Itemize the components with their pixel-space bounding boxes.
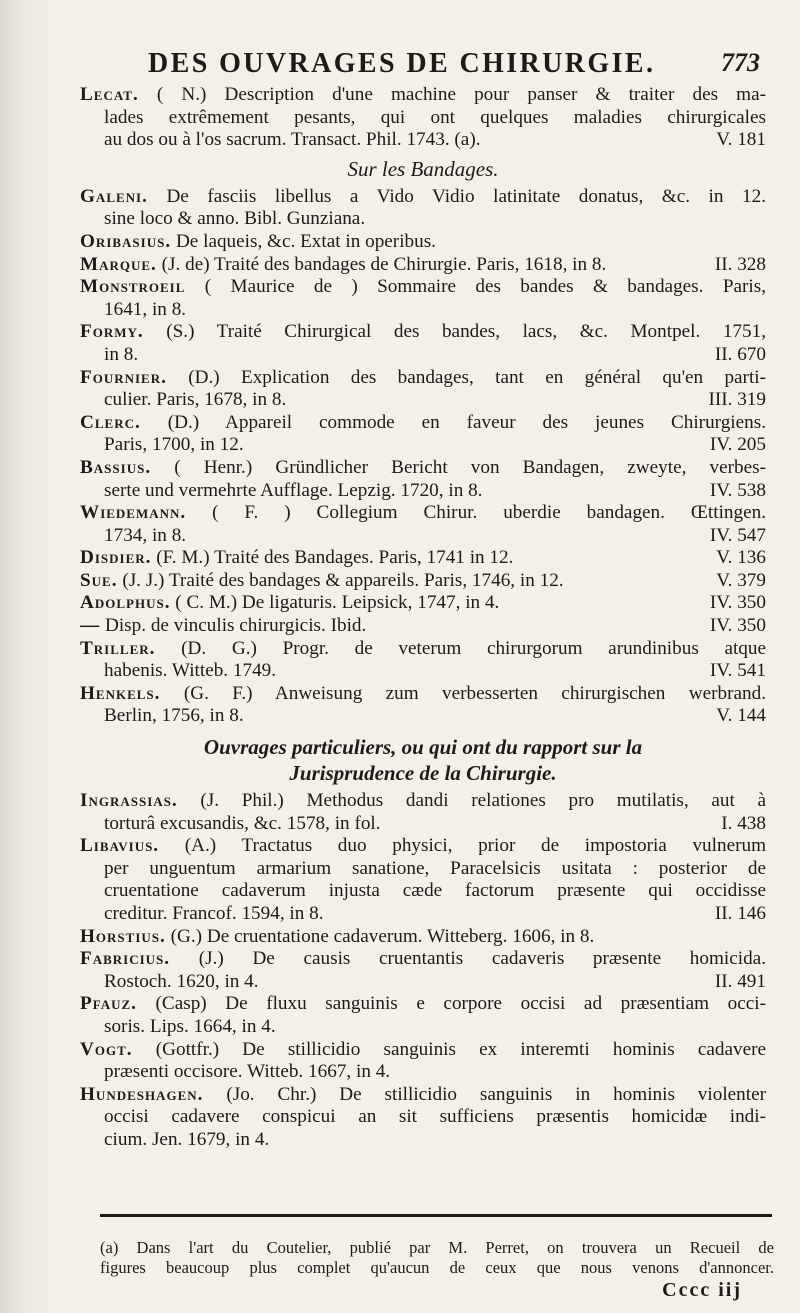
- entry-text: ( Maurice de ) Sommaire des bandes & bandages. Paris,: [204, 276, 766, 298]
- entry-author: Vogt.: [80, 1038, 133, 1060]
- entry-author: Adolphus.: [80, 592, 171, 614]
- entry-first-line: [80, 321, 766, 344]
- entry-reference: II. 670: [714, 343, 766, 365]
- bibliography-entry: [80, 231, 766, 254]
- entry-author: Fabricius.: [80, 948, 171, 970]
- entry-line: [104, 705, 766, 728]
- entry-line: [104, 107, 766, 130]
- entry-line: [104, 971, 766, 994]
- entry-line: [104, 880, 766, 903]
- entry-author: Marque.: [80, 253, 157, 275]
- entry-author: Sue.: [80, 569, 118, 591]
- bibliography-entry: [80, 948, 766, 993]
- entry-text: Disp. de vinculis chirurgicis. Ibid.: [104, 615, 367, 637]
- section-heading-bandages: Sur les Bandages.: [347, 156, 499, 181]
- entry-first-line: [80, 683, 766, 706]
- entry-reference: IV. 538: [709, 479, 766, 501]
- entry-text: ( F. ) Collegium Chirur. uberdie bandagen. Œttingen.: [212, 502, 766, 524]
- entry-author: Bassius.: [80, 456, 152, 478]
- bibliography-entry: [80, 615, 766, 638]
- entry-first-line: [80, 254, 766, 277]
- entry-text: in 8.: [104, 343, 139, 365]
- entry-text: sine loco & anno. Bibl. Gunziana.: [104, 208, 366, 230]
- entry-reference: II. 328: [714, 253, 766, 275]
- entry-text: (Casp) De fluxu sanguinis e corpore occisi ad præsentiam occi-: [155, 993, 766, 1015]
- section-heading-jurisprudence: [80, 734, 766, 786]
- entry-author: Monstroeil: [80, 276, 186, 298]
- entry-line: [104, 434, 766, 457]
- entry-author: Oribasius.: [80, 230, 172, 252]
- entry-line: [104, 129, 766, 152]
- entry-text: (J. J.) Traité des bandages & appareils. Paris, 1746, in 12.: [122, 569, 564, 591]
- bibliography-entry: [80, 457, 766, 502]
- entry-first-line: [80, 790, 766, 813]
- entry-author: Formy.: [80, 321, 144, 343]
- entry-text: (F. M.) Traité des Bandages. Paris, 1741 in 12.: [156, 547, 514, 569]
- bibliography-entry: [80, 683, 766, 728]
- bibliography-entry: [80, 570, 766, 593]
- entry-text: au dos ou à l'os sacrum. Transact. Phil. 1743. (a).: [104, 129, 481, 151]
- entry-first-line: [80, 570, 766, 593]
- entry-author: Triller.: [80, 637, 156, 659]
- entry-text: culier. Paris, 1678, in 8.: [104, 389, 287, 411]
- footnote-line: (a) Dans l'art du Coutelier, publié par M. Perret, on trouvera un Recueil de: [100, 1238, 774, 1257]
- entry-first-line: [80, 367, 766, 390]
- entry-author: —: [80, 615, 101, 637]
- entry-first-line: [80, 186, 766, 209]
- section-heading-line: Jurisprudence de la Chirurgie.: [289, 761, 557, 786]
- entry-reference: V. 144: [716, 705, 766, 727]
- bibliography-entry: [80, 926, 766, 949]
- entry-text: (D. G.) Progr. de veterum chirurgorum arundinibus atque: [181, 637, 766, 659]
- entry-first-line: [80, 615, 766, 638]
- entry-text: per unguentum armarium sanatione, Paracelsicis usitata : posterior de: [104, 857, 766, 879]
- entry-author: Lecat.: [80, 84, 139, 105]
- entry-text: Rostoch. 1620, in 4.: [104, 970, 259, 992]
- entry-line: [104, 858, 766, 881]
- entry-text: habenis. Witteb. 1749.: [104, 660, 277, 682]
- entry-text: (S.) Traité Chirurgical des bandes, lacs, &c. Montpel. 1751,: [166, 321, 766, 343]
- page-number: 773: [721, 48, 760, 77]
- entry-author: Libavius.: [80, 835, 160, 857]
- entry-line: [104, 1129, 766, 1152]
- entry-line: [104, 299, 766, 322]
- entry-author: Horstius.: [80, 925, 166, 947]
- entry-line: [104, 480, 766, 503]
- entry-text: cruentatione cadaverum injusta cæde factorum præsente qui occidisse: [104, 880, 766, 902]
- entry-text: serte und vermehrte Aufflage. Lepzig. 1720, in 8.: [104, 479, 483, 501]
- entry-reference: II. 491: [714, 970, 766, 992]
- entry-line: [104, 1016, 766, 1039]
- bibliography-entry: [80, 186, 766, 231]
- bibliography-entry: [80, 502, 766, 547]
- entry-first-line: [80, 547, 766, 570]
- entry-text: ( Henr.) Gründlicher Bericht von Bandagen, zweyte, verbes-: [174, 456, 766, 478]
- entry-first-line: [80, 276, 766, 299]
- entry-author: Disdier.: [80, 547, 152, 569]
- bibliography-entry: [80, 367, 766, 412]
- entry-first-line: [80, 948, 766, 971]
- entry-text: creditur. Francof. 1594, in 8.: [104, 903, 324, 924]
- entry-text: Paris, 1700, in 12.: [104, 434, 244, 456]
- entry-author: Wiedemann.: [80, 502, 187, 524]
- entry-line: [104, 525, 766, 548]
- entry-text: Berlin, 1756, in 8.: [104, 705, 244, 727]
- entry-first-line: [80, 1039, 766, 1062]
- bibliography-entry: [80, 254, 766, 277]
- entry-text: (Gottfr.) De stillicidio sanguinis ex interemti hominis cadavere: [155, 1038, 766, 1060]
- bibliography-entry: [80, 412, 766, 457]
- footnote: [100, 1238, 774, 1278]
- bibliography-entry: [80, 321, 766, 366]
- entry-text: De fasciis libellus a Vido Vidio latinitate donatus, &c. in 12.: [166, 185, 766, 207]
- entries-top: [80, 84, 766, 152]
- entry-text: ( C. M.) De ligaturis. Leipsick, 1747, in 4.: [175, 592, 500, 614]
- bibliography-entry: [80, 84, 766, 152]
- signature-mark: Cccc iij: [662, 1279, 742, 1301]
- bibliography-entry: [80, 638, 766, 683]
- entry-author: Hundeshagen.: [80, 1083, 204, 1105]
- entries-jurisprudence: [80, 790, 766, 1152]
- entry-text: (G. F.) Anweisung zum verbesserten chirurgischen werbrand.: [183, 682, 766, 704]
- entry-line: [104, 344, 766, 367]
- entry-text: soris. Lips. 1664, in 4.: [104, 1015, 276, 1037]
- entry-first-line: [80, 412, 766, 435]
- entry-text: 1734, in 8.: [104, 524, 187, 546]
- entry-reference: V. 379: [716, 569, 766, 591]
- entry-first-line: [80, 502, 766, 525]
- entry-text: (J. de) Traité des bandages de Chirurgie. Paris, 1618, in 8.: [161, 253, 607, 275]
- entry-text: 1641, in 8.: [104, 298, 187, 320]
- entry-text: cium. Jen. 1679, in 4.: [104, 1128, 270, 1150]
- entry-text: occisi cadavere conspicui an sit sufficiens præsentis homicidæ indi-: [104, 1106, 766, 1128]
- entry-first-line: [80, 835, 766, 858]
- entry-first-line: [80, 592, 766, 615]
- entry-text: lades extrêmement pesants, qui ont quelques maladies chirurgicales: [104, 106, 766, 128]
- entry-author: Clerc.: [80, 411, 141, 433]
- footnote-line: figures beaucoup plus complet qu'aucun de ceux que nous venons d'annoncer.: [100, 1258, 774, 1277]
- entry-reference: IV. 541: [709, 660, 766, 682]
- entry-reference: III. 319: [708, 389, 766, 411]
- running-title: DES OUVRAGES DE CHIRURGIE.: [148, 48, 656, 79]
- entry-first-line: [80, 638, 766, 661]
- bibliography-entry: [80, 1084, 766, 1152]
- bibliography-entry: [80, 276, 766, 321]
- entry-author: Fournier.: [80, 366, 167, 388]
- entry-reference: I. 438: [721, 812, 766, 834]
- entry-first-line: [80, 84, 766, 107]
- bibliography-entry: [80, 790, 766, 835]
- entry-reference: V. 181: [716, 129, 766, 151]
- entry-reference: IV. 205: [709, 434, 766, 456]
- entry-text: (D.) Appareil commode en faveur des jeunes Chirurgiens.: [167, 411, 766, 433]
- entry-reference: II. 146: [714, 903, 766, 924]
- entry-line: [104, 660, 766, 683]
- entry-text: præsenti occisore. Witteb. 1667, in 4.: [104, 1061, 391, 1083]
- entry-reference: V. 136: [716, 547, 766, 569]
- entry-reference: IV. 350: [709, 592, 766, 614]
- entry-first-line: [80, 457, 766, 480]
- entry-reference: IV. 547: [709, 524, 766, 546]
- entry-text: torturâ excusandis, &c. 1578, in fol.: [104, 812, 381, 834]
- entry-author: Henkels.: [80, 682, 161, 704]
- entry-first-line: [80, 993, 766, 1016]
- entry-text: (G.) De cruentatione cadaverum. Witteberg. 1606, in 8.: [170, 925, 595, 947]
- bibliography-text: [80, 84, 766, 1152]
- entry-author: Pfauz.: [80, 993, 137, 1015]
- entry-first-line: [80, 1084, 766, 1107]
- entry-text: (A.) Tractatus duo physici, prior de impostoria vulnerum: [184, 835, 766, 857]
- entries-bandages: [80, 186, 766, 728]
- entry-reference: IV. 350: [709, 615, 766, 637]
- running-head: [80, 44, 760, 84]
- entry-text: ( N.) Description d'une machine pour panser & traiter des ma-: [156, 84, 766, 105]
- entry-line: [104, 813, 766, 836]
- bibliography-entry: [80, 592, 766, 615]
- bibliography-entry: [80, 547, 766, 570]
- section-heading-line: Ouvrages particuliers, ou qui ont du rapport sur la: [203, 735, 643, 760]
- entry-text: (J.) De causis cruentantis cadaveris præsente homicida.: [198, 948, 766, 970]
- entry-author: Galeni.: [80, 185, 148, 207]
- entry-line: [104, 1106, 766, 1129]
- entry-text: De laqueis, &c. Extat in operibus.: [175, 230, 436, 252]
- footnote-rule: [100, 1214, 772, 1217]
- entry-first-line: [80, 231, 766, 254]
- entry-text: (Jo. Chr.) De stillicidio sanguinis in hominis violenter: [226, 1083, 766, 1105]
- entry-line: [104, 1061, 766, 1084]
- entry-first-line: [80, 926, 766, 949]
- entry-text: (J. Phil.) Methodus dandi relationes pro mutilatis, aut à: [200, 790, 766, 812]
- bibliography-entry: [80, 993, 766, 1038]
- bibliography-entry: [80, 835, 766, 925]
- entry-text: (D.) Explication des bandages, tant en général qu'en parti-: [188, 366, 766, 388]
- entry-line: [104, 903, 766, 926]
- entry-line: [104, 208, 766, 231]
- bibliography-entry: [80, 1039, 766, 1084]
- entry-author: Ingrassias.: [80, 790, 178, 812]
- entry-line: [104, 389, 766, 412]
